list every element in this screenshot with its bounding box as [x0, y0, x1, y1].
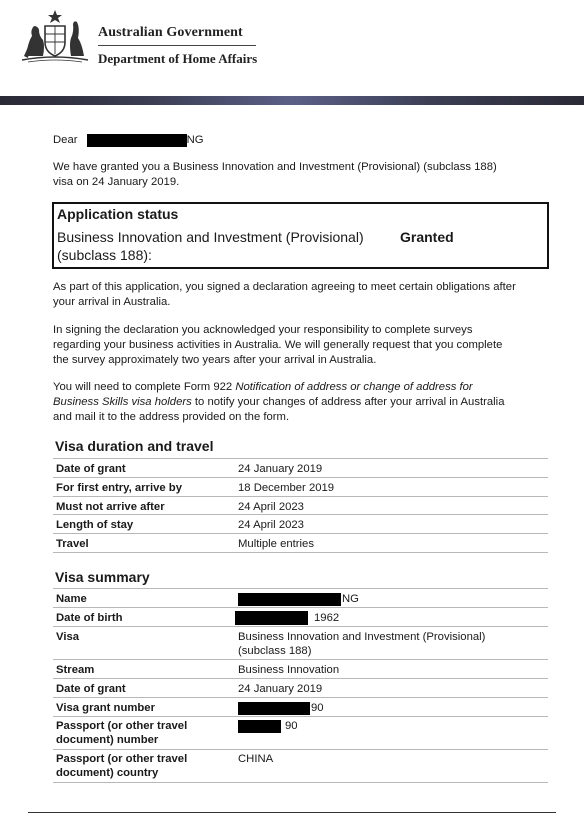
row-value: 24 January 2019: [238, 683, 323, 695]
declaration-paragraph: [53, 280, 516, 310]
row-value: Multiple entries: [238, 538, 314, 551]
form-name-text: Notification of address or change of address for: [235, 381, 473, 393]
row-key: Date of grant: [56, 463, 126, 475]
row-value: [238, 592, 359, 606]
grant-paragraph: [53, 160, 497, 190]
application-status-title: Application status: [57, 206, 179, 222]
row-key-line: Passport (or other travel: [56, 720, 188, 732]
greeting: [53, 133, 204, 148]
header-divider: [98, 45, 256, 46]
government-title: Australian Government: [98, 25, 243, 40]
coat-of-arms-logo: [16, 8, 94, 66]
visa-line: Business Innovation and Investment (Provisional): [238, 631, 486, 643]
paragraph-line: As part of this application, you signed a declaration agreeing to meet certain obligations after: [53, 281, 516, 293]
row-key: Must not arrive after: [56, 500, 165, 513]
paragraph-line: your arrival in Australia.: [53, 296, 171, 308]
row-value: CHINA: [238, 753, 274, 765]
grant-number-suffix: 90: [311, 702, 324, 714]
summary-row-visa: [53, 626, 548, 660]
redaction-bar: [235, 611, 308, 625]
summary-row-grant-date: [53, 678, 548, 698]
redaction-bar: [238, 702, 310, 715]
row-value: 24 April 2023: [238, 519, 304, 532]
redaction-bar: [238, 593, 341, 606]
survey-paragraph: [53, 323, 502, 368]
redaction-bar: [87, 134, 187, 147]
duration-row: [53, 533, 548, 553]
row-key: Visa: [56, 631, 80, 643]
row-value: 24 April 2023: [238, 500, 304, 513]
row-value: [238, 630, 485, 658]
row-key-line: document) number: [56, 734, 159, 746]
form-paragraph: [53, 380, 504, 425]
row-key: Name: [56, 593, 87, 605]
form-name-text: Business Skills visa holders: [53, 396, 192, 408]
row-value: [238, 701, 324, 715]
summary-row-stream: [53, 659, 548, 679]
status-visa-subclass: (subclass 188):: [57, 247, 152, 263]
row-value: 24 January 2019: [238, 463, 323, 475]
dob-year: 1962: [314, 612, 340, 624]
paragraph-line: In signing the declaration you acknowledged your responsibility to complete surveys: [53, 324, 473, 336]
row-value: 18 December 2019: [238, 481, 335, 494]
summary-row-passport-number: [53, 716, 548, 750]
grant-paragraph-line: We have granted you a Business Innovation and Investment (Provisional) (subclass 188): [53, 161, 497, 173]
paragraph-text: to notify your changes of address after your arrival in Australia: [191, 396, 505, 408]
paragraph-line: regarding your business activities in Australia. We will generally request that you complete: [53, 339, 503, 351]
paragraph-line: and mail it to the address provided on the form.: [53, 411, 290, 423]
footer-rule: [28, 812, 556, 813]
row-key-line: document) country: [56, 767, 159, 779]
row-value: [238, 719, 298, 733]
row-key: For first entry, arrive by: [56, 481, 182, 494]
summary-row-passport-country: [53, 749, 548, 783]
row-key: Travel: [56, 538, 89, 551]
visa-duration-title: Visa duration and travel: [55, 438, 214, 454]
summary-row-grant-number: [53, 697, 548, 717]
department-name: Department of Home Affairs: [98, 51, 258, 66]
status-result: Granted: [400, 229, 454, 245]
paragraph-text: You will need to complete Form 922: [53, 381, 236, 393]
visa-line: (subclass 188): [238, 645, 312, 657]
row-value: Business Innovation: [238, 664, 340, 676]
greeting-dear: Dear: [53, 134, 78, 146]
duration-row: [53, 496, 548, 516]
row-key: Stream: [56, 664, 95, 676]
redaction-bar: [238, 720, 281, 733]
greeting-name-suffix: NG: [186, 134, 204, 146]
row-key: Visa grant number: [56, 702, 155, 714]
row-value: [235, 611, 339, 625]
duration-row: [53, 477, 548, 497]
duration-row: [53, 514, 548, 534]
table-bottom-rule: [53, 552, 548, 553]
paragraph-line: the survey approximately two years after your arrival in Australia.: [53, 354, 377, 366]
summary-row-name: [53, 588, 548, 608]
row-key: [56, 752, 187, 780]
row-key: [56, 719, 187, 747]
header-band: [0, 96, 584, 105]
grant-paragraph-line: visa on 24 January 2019.: [53, 176, 180, 188]
row-key: Length of stay: [56, 519, 134, 532]
visa-summary-title: Visa summary: [55, 569, 150, 585]
status-visa-line: Business Innovation and Investment (Provisional): [57, 229, 364, 245]
passport-number-suffix: 90: [285, 720, 298, 732]
name-suffix: NG: [342, 593, 359, 605]
row-key: Date of birth: [56, 612, 123, 624]
summary-row-dob: [53, 607, 548, 627]
table-bottom-rule: [53, 782, 548, 783]
row-key: Date of grant: [56, 683, 126, 695]
duration-row: [53, 458, 548, 478]
row-key-line: Passport (or other travel: [56, 753, 188, 765]
